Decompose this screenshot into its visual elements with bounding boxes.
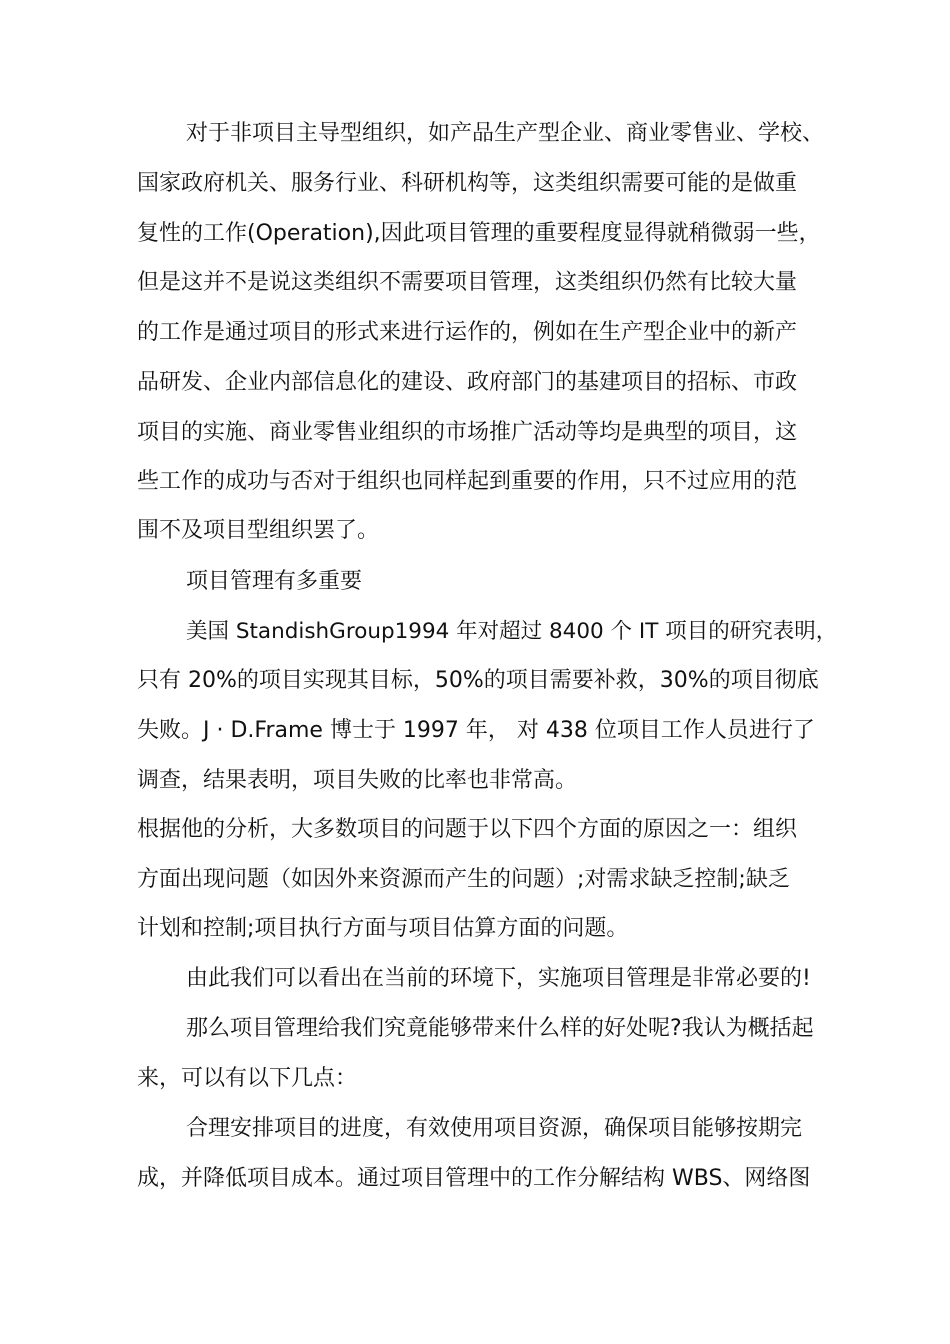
paragraph-line: 由此我们可以看出在当前的环境下，实施项目管理是非常必要的! <box>186 966 811 991</box>
paragraph-line: 方面出现问题（如因外来资源而产生的问题）;对需求缺乏控制;缺乏 <box>137 867 790 892</box>
paragraph-line: 那么项目管理给我们究竟能够带来什么样的好处呢?我认为概括起 <box>186 1016 814 1041</box>
section-heading: 项目管理有多重要 <box>186 569 363 594</box>
paragraph-line: 合理安排项目的进度，有效使用项目资源，确保项目能够按期完 <box>186 1116 803 1141</box>
paragraph-line: 项目的实施、商业零售业组织的市场推广活动等均是典型的项目，这 <box>137 420 798 445</box>
paragraph-line: 失败。J · D.Frame 博士于 1997 年， 对 438 位项目工作人员进行了 <box>137 718 815 743</box>
paragraph-line: 国家政府机关、服务行业、科研机构等，这类组织需要可能的是做重 <box>137 171 798 196</box>
paragraph-line: 对于非项目主导型组织，如产品生产型企业、商业零售业、学校、 <box>186 121 825 146</box>
paragraph-line: 根据他的分析，大多数项目的问题于以下四个方面的原因之一：组织 <box>137 817 798 842</box>
paragraph-line: 的工作是通过项目的形式来进行运作的，例如在生产型企业中的新产 <box>137 320 798 345</box>
paragraph-line: 品研发、企业内部信息化的建设、政府部门的基建项目的招标、市政 <box>137 370 798 395</box>
paragraph-line: 些工作的成功与否对于组织也同样起到重要的作用，只不过应用的范 <box>137 469 798 494</box>
paragraph-line: 围不及项目型组织罢了。 <box>137 518 380 543</box>
paragraph-line: 调查，结果表明，项目失败的比率也非常高。 <box>137 768 578 793</box>
paragraph-line: 但是这并不是说这类组织不需要项目管理，这类组织仍然有比较大量 <box>137 270 798 295</box>
paragraph-line: 成，并降低项目成本。通过项目管理中的工作分解结构 WBS、网络图 <box>137 1166 811 1191</box>
paragraph-line: 只有 20%的项目实现其目标，50%的项目需要补救，30%的项目彻底 <box>137 668 819 693</box>
paragraph-line: 复性的工作(Operation),因此项目管理的重要程度显得就稍微弱一些， <box>137 221 821 246</box>
paragraph-line: 来，可以有以下几点： <box>137 1066 358 1091</box>
paragraph-line: 计划和控制;项目执行方面与项目估算方面的问题。 <box>137 916 629 941</box>
paragraph-line: 美国 StandishGroup1994 年对超过 8400 个 IT 项目的研究表明， <box>186 619 838 644</box>
